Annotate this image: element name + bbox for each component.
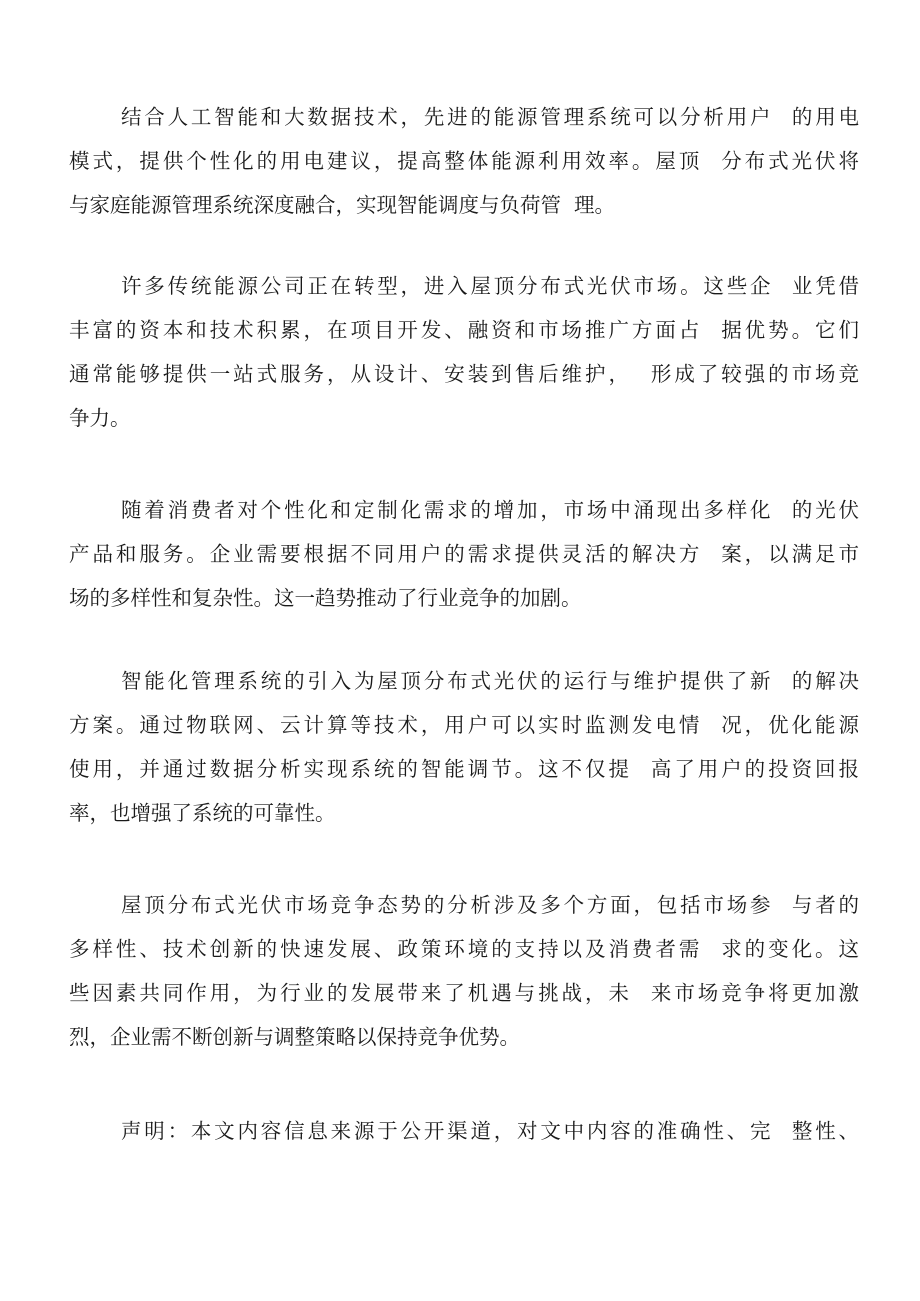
paragraph-line: 与家庭能源管理系统深度融合，实现智能调度与负荷管 理。 — [69, 193, 616, 217]
paragraph-line: 使用，并通过数据分析实现系统的智能调节。这不仅提 高了用户的投资回报 — [69, 757, 859, 781]
paragraph-consumer-demand — [69, 488, 859, 620]
paragraph-line: 丰富的资本和技术积累，在项目开发、融资和市场推广方面占 据优势。它们 — [69, 318, 859, 342]
paragraph-line: 结合人工智能和大数据技术，先进的能源管理系统可以分析用户 的用电 — [121, 105, 859, 129]
paragraph-line: 产品和服务。企业需要根据不同用户的需求提供灵活的解决方 案，以满足市 — [69, 542, 859, 566]
paragraph-line: 些因素共同作用，为行业的发展带来了机遇与挑战，未 来市场竞争将更加激 — [69, 981, 859, 1005]
paragraph-line: 通常能够提供一站式服务，从设计、安装到售后维护， 形成了较强的市场竞 — [69, 362, 859, 386]
paragraph-smart-management — [69, 659, 859, 835]
paragraph-competition-analysis — [69, 883, 859, 1059]
paragraph-line: 屋顶分布式光伏市场竞争态势的分析涉及多个方面，包括市场参 与者的 — [121, 893, 859, 917]
paragraph-disclaimer — [69, 1109, 859, 1153]
paragraph-line: 烈，企业需不断创新与调整策略以保持竞争优势。 — [69, 1025, 520, 1049]
paragraph-line: 许多传统能源公司正在转型，进入屋顶分布式光伏市场。这些企 业凭借 — [121, 274, 859, 298]
paragraph-ai-energy-management — [69, 95, 859, 227]
paragraph-line: 多样性、技术创新的快速发展、政策环境的支持以及消费者需 求的变化。这 — [69, 937, 859, 961]
paragraph-line: 场的多样性和复杂性。这一趋势推动了行业竞争的加剧。 — [69, 586, 582, 610]
paragraph-line: 率，也增强了系统的可靠性。 — [69, 801, 336, 825]
paragraph-line: 方案。通过物联网、云计算等技术，用户可以实时监测发电情 况，优化能源 — [69, 713, 859, 737]
paragraph-line: 模式，提供个性化的用电建议，提高整体能源利用效率。屋顶 分布式光伏将 — [69, 149, 859, 173]
paragraph-line: 争力。 — [69, 406, 131, 430]
paragraph-traditional-energy-companies — [69, 264, 859, 440]
paragraph-line: 声明：本文内容信息来源于公开渠道，对文中内容的准确性、完 整性、 — [121, 1119, 859, 1143]
paragraph-line: 随着消费者对个性化和定制化需求的增加，市场中涌现出多样化 的光伏 — [121, 498, 859, 522]
paragraph-line: 智能化管理系统的引入为屋顶分布式光伏的运行与维护提供了新 的解决 — [121, 669, 859, 693]
